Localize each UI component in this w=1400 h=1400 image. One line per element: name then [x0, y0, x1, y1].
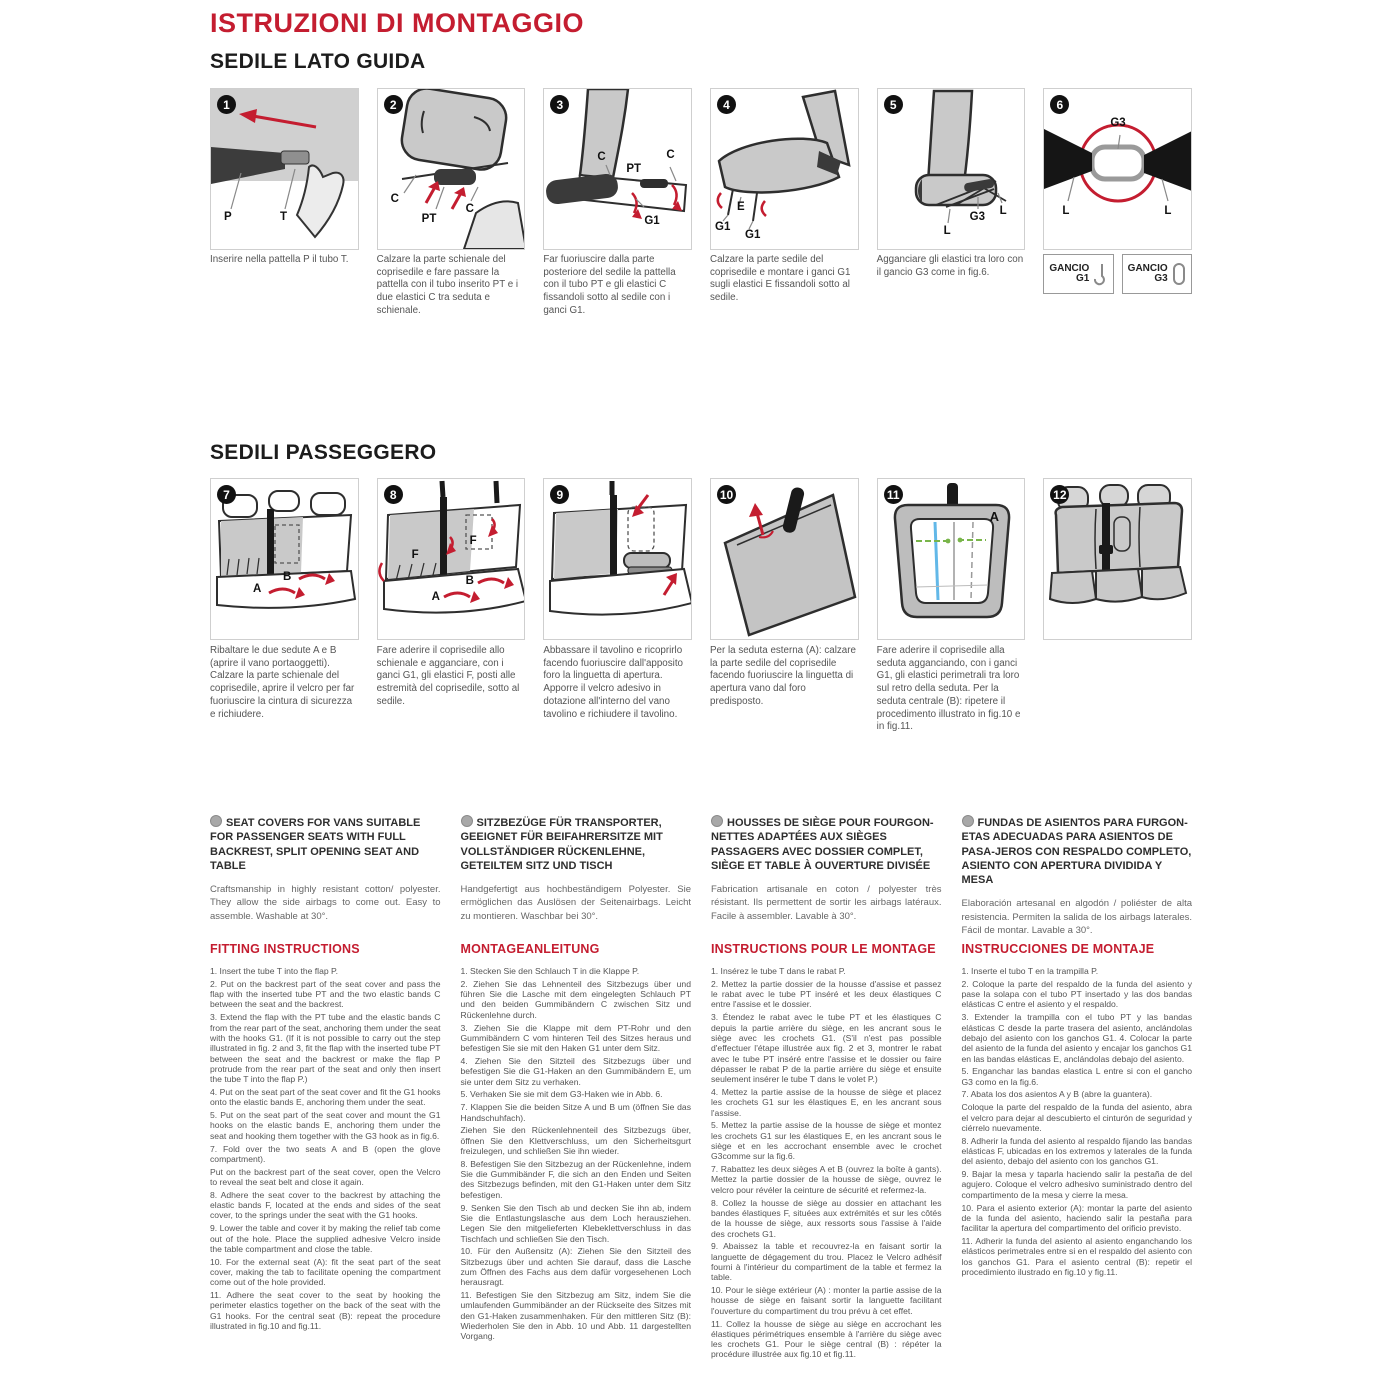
figure-12-number-badge: 12 — [1050, 485, 1069, 504]
fig2-label-pt: PT — [421, 213, 437, 225]
fig3-label-c2: C — [666, 149, 675, 161]
figure-2-caption: Calzare la parte schienale del coprisedile e fare passare la pattella con il tubo inserito PT e i due elastici C tra seduta e schienale. — [376, 254, 519, 316]
fig9-table-velcro-illustration — [544, 479, 692, 639]
fig3-label-pt: PT — [626, 163, 642, 175]
instruction-step: 2. Put on the backrest part of the seat cover and pass the flap with the inserted tube PT and the two elastic bands C between the seat and the backrest. — [210, 978, 441, 1010]
instruction-step: 7. Rabattez les deux sièges A et B (ouvrez la boîte à gants). Mettez la partie dossier de la housse de siège, ouvrez le velcro pour révéler la ceinture de sécurité et refermez-la. — [711, 1164, 942, 1195]
page-title: ISTRUZIONI DI MONTAGGIO — [210, 8, 584, 38]
figure-7-caption: Ribaltare le due sedute A e B (aprire il vano portaoggetti). Calzare la parte schienale del coprisedile, aprire il velcro per far fuoriuscire la cintura di sicurezza e richiudere. — [210, 645, 355, 720]
instruction-step: 2. Ziehen Sie das Lehnenteil des Sitzbezugs über und führen Sie die Lasche mit dem eingelegten Schlauch PT und den beiden Gummibändern C zwischen Sitz und Rückenlehne durch. — [460, 978, 691, 1020]
instructions-french-steps — [711, 966, 942, 1360]
figure-4-caption: Calzare la parte sedile del coprisedile e montare i ganci G1 sugli elastici E fissandoli sotto al sedile. — [710, 254, 851, 304]
fig11-label-a: A — [989, 509, 1000, 524]
fig6-label-l2: L — [1164, 205, 1172, 217]
instruction-step: 11. Adherir la funda del asiento al asiento enganchando los elásticos perimetrales entre si en el respaldo del asiento con los ganchos G1. Para el asiento central (B): repetir el procedimiento ilustrado en fig.10 y fig.11. — [961, 1236, 1192, 1277]
instructions-spanish — [962, 942, 1193, 1362]
passenger-seat-figures — [210, 478, 1192, 640]
figure-12-caption — [1043, 645, 1192, 734]
instruction-step: 5. Mettez la partie assise de la housse de siège et montez les crochets G1 sur les élastiques E, en les ancrant sous le siège et en les accrochant ensemble avec le crochet G3comme sur la fig.6. — [711, 1120, 942, 1162]
passenger-seats-section-title: SEDILI PASSEGGERO — [210, 441, 437, 464]
fig3-label-c1: C — [597, 151, 606, 163]
fig6-label-l1: L — [1062, 205, 1070, 217]
fig5-underseat-elastics-illustration — [878, 89, 1026, 249]
figure-panel-3 — [543, 88, 692, 250]
figure-5-number-badge: 5 — [884, 95, 903, 114]
instruction-step: 5. Verhaken Sie sie mit dem G3-Haken wie in Abb. 6. — [460, 1089, 663, 1100]
fig8-cover-hook-elastics-illustration — [378, 479, 526, 639]
instruction-step: 3. Ziehen Sie die Klappe mit dem PT-Rohr und den Gummibändern C vom hinteren Teil des Sitzes heraus und befestigen Sie sie mit den Haken G1 unter dem Sitz. — [460, 1022, 691, 1054]
figure-6-number-badge: 6 — [1050, 95, 1069, 114]
intro-french — [711, 815, 942, 937]
figure-5-caption: Agganciare gli elastici tra loro con il gancio G3 come in fig.6. — [876, 254, 1024, 278]
figure-10-number-badge: 10 — [717, 485, 736, 504]
driver-seat-figures — [210, 88, 1192, 250]
fig2-backrest-flap-illustration — [378, 89, 526, 249]
instruction-step: 4. Ziehen Sie den Sitzteil des Sitzbezugs über und befestigen Sie die G1-Haken an den Gummibändern E, um sie unter dem Sitz zu verhaken. — [460, 1056, 691, 1087]
fig4-label-g1b: G1 — [745, 229, 761, 241]
figure-1-caption: Inserire nella pattella P il tubo T. — [210, 254, 349, 265]
g3-hook-code: G3 — [1154, 273, 1168, 284]
g1-hook-name: GANCIO — [1049, 262, 1090, 274]
fig5-label-l1: L — [943, 225, 951, 237]
instructions-german-steps — [461, 966, 692, 1342]
instruction-step: 10. For the external seat (A): fit the seat part of the seat cover, making the tab to facilitate opening the compartment come out of the hole provided. — [210, 1256, 441, 1288]
intro-spanish-body: Elaboración artesanal en algodón / poliéster de alta resistencia. Permiten la salida de los airbags laterales. Fácil de montar. Lavable a 30°. — [961, 898, 1192, 937]
figure-4-number-badge: 4 — [717, 95, 736, 114]
fig3-seat-rear-flap-illustration — [544, 89, 692, 249]
instructions-german — [461, 942, 692, 1362]
instruction-step: 9. Abaissez la table et recouvrez-la en faisant sortir la languette de dégagement du trou. Placez le Velcro adhésif fourni à l'intérieur du compartiment de la table et fermez la table. — [711, 1241, 942, 1283]
instruction-step: 8. Adherir la funda del asiento al respaldo fijando las bandas elásticas F, ubicadas en los extremos y laterales de la funda del asiento, debajo del asiento con los ganchos G1. — [961, 1135, 1192, 1167]
figure-3-number-badge: 3 — [550, 95, 569, 114]
instructions-spanish-steps — [962, 966, 1193, 1277]
hook-legend-g1 — [1043, 254, 1113, 294]
fig7-label-b: B — [283, 571, 292, 583]
fig6-label-g3: G3 — [1110, 117, 1126, 129]
intro-german-body: Handgefertigt aus hochbeständigem Polyester. Sie ermöglichen das Auslösen der Seitenairbags. Leicht zu montieren. Waschbar bei 30°. — [460, 884, 691, 922]
instructions-german-header: MONTAGEANLEITUNG — [460, 942, 600, 956]
instruction-step: 9. Bajar la mesa y taparla haciendo salir la pestaña de del agujero. Coloque el velcro adhesivo suministrado dentro del compartimento de la mesa y cierre la mesa. — [961, 1169, 1192, 1200]
instruction-step: 9. Lower the table and cover it by making the relief tab come out of the hole. Place the supplied adhesive Velcro inside the table compartment and close the table. — [210, 1223, 441, 1254]
fig1-label-t: T — [280, 211, 288, 223]
intro-french-body: Fabrication artisanale en coton / polyester très résistant. Ils permettent de sortir les airbags latéraux. Facile à assembler. Lavable à 30°. — [711, 884, 942, 922]
intro-english-body: Craftsmanship in highly resistant cotton/ polyester. They allow the side airbags to come out. Easy to assemble. Washable at 30°. — [210, 884, 441, 922]
hook-legend — [1043, 254, 1192, 318]
instruction-step: 7. Klappen Sie die beiden Sitze A und B um (öffnen Sie das Handschuhfach). — [460, 1102, 691, 1123]
instruction-step: 5. Enganchar las bandas elastica L entre si con el gancho G3 como en la fig.6. — [961, 1066, 1192, 1087]
instruction-step: Put on the backrest part of the seat cover, open the Velcro to reveal the seat belt and close it again. — [210, 1166, 441, 1187]
fig2-label-c2: C — [465, 203, 474, 215]
instruction-step: 3. Extend the flap with the PT tube and the elastic bands C from the rear part of the seat, anchoring them under the seat with the hooks G1. (If it is not possible to carry out the step illustrated in fig. 2 and 3, fit the flap with the inserted tube PT between the seat and the backrest or make the flap P protrude from the rear part of the seat and only then insert the tube T into the flap P.) — [210, 1012, 441, 1085]
figure-11-number-badge: 11 — [884, 485, 903, 504]
instruction-step: Ziehen Sie den Rückenlehnenteil des Sitzbezugs über, öffnen Sie den Klettverschluss, um den Sicherheitsgurt freizulegen, und schließen Sie ihn wieder. — [460, 1125, 691, 1156]
figure-2-number-badge: 2 — [384, 95, 403, 114]
instructions-english — [210, 942, 441, 1362]
instructions-french-header: INSTRUCTIONS POUR LE MONTAGE — [711, 942, 936, 956]
instruction-step: 8. Adhere the seat cover to the backrest by attaching the elastic bands F, located at the ends and sides of the seat cover, to the springs under the seat with the G1 hooks. — [210, 1189, 441, 1221]
figure-3-caption: Far fuoriuscire dalla parte posteriore del sedile la pattella con il tubo PT e gli elastici C fissandoli sotto al sedile con i ganci G1. — [543, 254, 676, 316]
instructions-english-header: FITTING INSTRUCTIONS — [210, 942, 360, 956]
instruction-step: 9. Senken Sie den Tisch ab und decken Sie ihn ab, indem Sie die Entlastungslasche aus dem Loch herausziehen. Legen Sie den mitgelieferten Klebeklettverschluss in das Tischfach und schließen Sie den Tisch. — [460, 1202, 691, 1244]
instruction-step: 11. Adhere the seat cover to the seat by hooking the perimeter elastics together on the back of the seat with the G1 hooks. For the central seat (B): repeat the procedure illustrated in fig.10 and fig.11. — [210, 1290, 441, 1331]
g1-hook-icon — [1094, 262, 1108, 286]
instruction-step: 8. Befestigen Sie den Sitzbezug an der Rückenlehne, indem Sie die Gummibänder F, die sich an den Enden und Seiten des Sitzbezugs befinden, mit den G1-Haken unter dem Sitz befestigen. — [460, 1158, 691, 1200]
figure-7-number-badge: 7 — [217, 485, 236, 504]
instructions-english-steps — [210, 966, 441, 1331]
instruction-step: 11. Befestigen Sie den Sitzbezug am Sitz, indem Sie die umlaufenden Gummibänder an der Rückseite des Sitzes mit den G1-Haken zusammenhaken. Für den mittleren Sitz (B): Wiederholen Sie den in Abb. 10 und Abb. 11 dargestellten Vorgang. — [460, 1290, 691, 1342]
fig4-seat-hooks-illustration — [711, 89, 859, 249]
figure-panel-2 — [377, 88, 526, 250]
figure-8-caption: Fare aderire il coprisedile allo schienale e agganciare, con i ganci G1, gli elastici F, posti alle estremità del coprisedile, sotto al sedile. — [376, 645, 520, 707]
fig11-seat-underside-elastics-illustration — [878, 479, 1026, 639]
fig12-covered-bench-illustration — [1044, 479, 1192, 639]
instruction-step: 8. Collez la housse de siège au dossier en attachant les bandes élastiques F, situées aux extrémités et sur les côtés de la housse de siège, aux ressorts sous l'assise à l'aide des crochets G1. — [711, 1197, 942, 1239]
instruction-step: Coloque la parte del respaldo de la funda del asiento, abra el velcro para dejar al descubierto el cinturón de seguridad y ciérrelo nuevamente. — [961, 1102, 1192, 1133]
figure-panel-8 — [377, 478, 526, 640]
driver-seat-section-title: SEDILE LATO GUIDA — [210, 50, 426, 73]
flag-de-icon — [461, 815, 473, 827]
fig7-bench-fold-seats-illustration — [211, 479, 359, 639]
instruction-step: 2. Mettez la partie dossier de la housse d'assise et passez le rabat avec le tube PT inséré et les deux élastiques C entre l'assise et le dossier. — [711, 978, 942, 1010]
figure-panel-6 — [1043, 88, 1192, 250]
figure-panel-1 — [210, 88, 359, 250]
fig8-label-a: A — [431, 591, 440, 603]
figure-8-number-badge: 8 — [384, 485, 403, 504]
intro-spanish-header: FUNDAS DE ASIENTOS PARA FURGON-ETAS ADECUADAS PARA ASIENTOS DE PASA-JEROS CON RESPALDO COMPLETO, ASIENTO CON APERTURA DIVIDIDA Y MESA — [961, 817, 1192, 887]
fig5-label-l2: L — [999, 205, 1007, 217]
figure-9-caption: Abbassare il tavolino e ricoprirlo facendo fuoriuscire dall'apposito foro la linguetta di apertura. Apporre il velcro adesivo in dotazione all'interno del vano tavolino e richiudere il tavolino. — [543, 645, 683, 720]
intro-german — [461, 815, 692, 937]
figure-panel-5 — [877, 88, 1026, 250]
instruction-step: 5. Put on the seat part of the seat cover and mount the G1 hooks on the elastic bands E, anchoring them under the seat and hooking them together with the G3 hook as in fig.6. — [210, 1110, 441, 1141]
instruction-step: 7. Fold over the two seats A and B (open the glove compartment). — [210, 1143, 441, 1164]
fig7-label-a: A — [253, 583, 262, 595]
intro-german-header: SITZBEZÜGE FÜR TRANSPORTER, GEEIGNET FÜR BEIFAHRERSITZE MIT VOLLSTÄNDIGER RÜCKENLEHNE, GETEILTEM SITZ UND TISCH — [460, 817, 663, 872]
figure-11-caption: Fare aderire il coprisedile alla seduta agganciando, con i ganci G1, gli elastici perimetrali tra loro sul retro della seduta. Per la seduta centrale (B): ripetere il procedimento illustrato in fig.10 e in fig.11. — [876, 645, 1021, 733]
fig4-label-g1a: G1 — [715, 221, 731, 233]
fig1-label-p: P — [224, 211, 232, 223]
intro-english-header: SEAT COVERS FOR VANS SUITABLE FOR PASSENGER SEATS WITH FULL BACKREST, SPLIT OPENING SEAT AND TABLE — [210, 817, 421, 872]
intro-spanish — [962, 815, 1193, 937]
figure-panel-7 — [210, 478, 359, 640]
product-description-columns — [210, 815, 1192, 937]
instruction-step: 4. Mettez la partie assise de la housse de siège et placez les crochets G1 sur les élastiques E, en les ancrant sous l'assise. — [711, 1086, 942, 1118]
figure-panel-9 — [543, 478, 692, 640]
instruction-step: 4. Put on the seat part of the seat cover and fit the G1 hooks onto the elastic bands E, anchoring them under the seat. — [210, 1086, 441, 1108]
driver-seat-captions — [210, 254, 1192, 318]
figure-panel-11 — [877, 478, 1026, 640]
figure-9-number-badge: 9 — [550, 485, 569, 504]
fig1-headliner-flap-illustration — [211, 89, 359, 249]
g1-hook-code: G1 — [1075, 273, 1090, 284]
fig5-label-g3: G3 — [969, 211, 985, 223]
intro-french-header: HOUSSES DE SIÈGE POUR FOURGON-NETTES ADAPTÉES AUX SIÈGES PASSAGERS AVEC DOSSIER COMPLET, SIÈGE ET TABLE À OUVERTURE DIVISÉE — [711, 817, 934, 872]
figure-1-number-badge: 1 — [217, 95, 236, 114]
instruction-step: 1. Insert the tube T into the flap P. — [210, 966, 339, 976]
fig6-g3-hook-joining-illustration — [1044, 89, 1192, 249]
flag-es-icon — [962, 815, 974, 827]
instruction-step: 3. Extender la trampilla con el tubo PT y las bandas elásticas C desde la parte trasera del asiento, anclándolas debajo del asiento con los ganchos G1. 4. Colocar la parte del asiento de la funda del asiento y encajar los ganchos G1 en las bandas elásticas E, anclándolas debajo del asiento. — [961, 1012, 1192, 1064]
instruction-step: 1. Insérez le tube T dans le rabat P. — [711, 966, 846, 976]
hook-legend-g3 — [1122, 254, 1192, 294]
instruction-step: 1. Stecken Sie den Schlauch T in die Klappe P. — [460, 966, 640, 976]
instruction-step: 2. Coloque la parte del respaldo de la funda del asiento y pase la solapa con el tubo PT insertado y las dos bandas elásticas C entre el asiento y el respaldo. — [961, 978, 1192, 1010]
fitting-instructions-columns — [210, 942, 1192, 1362]
figure-panel-12 — [1043, 478, 1192, 640]
g3-ring-icon — [1172, 262, 1186, 286]
passenger-seat-captions — [210, 645, 1192, 734]
instruction-step: 3. Étendez le rabat avec le tube PT et les élastiques C depuis la partie arrière du siège, en les ancrant sous le siège avec les crochets G1. (S'il n'est pas possible d'effectuer l'étape illustrée aux fig. 2 et 3, montrer le rabat avec le tube PT inséré entre l'assise et le dossier ou faire dépasser le rabat P de la partie arrière du siège et ensuite seulement insérer le tube T dans le volet P.) — [711, 1012, 942, 1085]
intro-english — [210, 815, 441, 937]
figure-panel-10 — [710, 478, 859, 640]
figure-panel-4 — [710, 88, 859, 250]
fig10-seat-cushion-tab-illustration — [711, 479, 859, 639]
flag-en-icon — [210, 815, 222, 827]
figure-10-caption: Per la seduta esterna (A): calzare la parte sedile del coprisedile facendo fuoriuscire la linguetta di apertura vano dal foro predisposto. — [710, 645, 856, 707]
fig4-label-e: E — [737, 201, 745, 213]
fig8-label-b: B — [465, 575, 474, 587]
fig3-label-g1: G1 — [644, 215, 660, 227]
instructions-spanish-header: INSTRUCCIONES DE MONTAJE — [961, 942, 1155, 956]
fig8-label-f1: F — [411, 549, 419, 561]
fig8-label-f2: F — [469, 535, 477, 547]
instruction-step: 11. Collez la housse de siège au siège en accrochant les élastiques périmétriques ensemble à l'arrière du siège avec les crochets G1. Pour le siège central (B) : répéter la procédure illustrée aux fig.10 et fig.11. — [711, 1318, 942, 1360]
fig2-label-c1: C — [390, 193, 399, 205]
flag-fr-icon — [711, 815, 723, 827]
instructions-french — [711, 942, 942, 1362]
instruction-step: 7. Abata los dos asientos A y B (abre la guantera). — [961, 1089, 1153, 1100]
instruction-step: 10. Para el asiento exterior (A): montar la parte del asiento de la funda del asiento, haciendo salir la pestaña para facilitar la apertura del compartimento del orificio previsto. — [961, 1202, 1192, 1234]
instruction-step: 10. Für den Außensitz (A): Ziehen Sie den Sitzteil des Sitzbezugs über und achten Sie darauf, dass die Lasche zum Öffnen des Fachs aus dem dafür vorgesehenen Loch herausragt. — [460, 1246, 691, 1288]
instruction-step: 10. Pour le siège extérieur (A) : monter la partie assise de la housse de siège en faisant sortir la languette facilitant l'ouverture du compartiment du trou prévu à cet effet. — [711, 1285, 942, 1316]
g3-hook-name: GANCIO — [1127, 262, 1168, 274]
instruction-step: 1. Inserte el tubo T en la trampilla P. — [961, 966, 1099, 976]
